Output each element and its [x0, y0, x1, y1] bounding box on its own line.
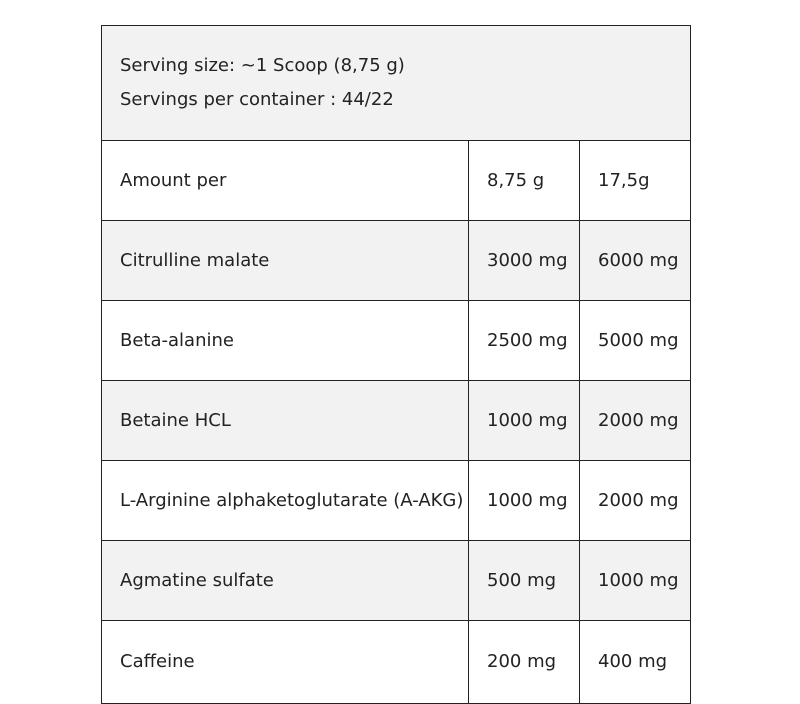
serving-info-row — [102, 26, 691, 141]
serving-info-cell — [102, 26, 691, 141]
nutrient-name: Betaine HCL — [102, 381, 469, 461]
nutrient-name: Beta-alanine — [102, 301, 469, 381]
amount-per-two-scoops: 2000 mg — [580, 381, 691, 461]
nutrient-name: Citrulline malate — [102, 221, 469, 301]
table-row — [102, 221, 691, 301]
amount-per-scoop: 3000 mg — [469, 221, 580, 301]
amount-per-two-scoops: 400 mg — [580, 621, 691, 704]
nutrient-name: Agmatine sulfate — [102, 541, 469, 621]
amount-per-two-scoops: 2000 mg — [580, 461, 691, 541]
table-row — [102, 301, 691, 381]
table-row — [102, 541, 691, 621]
amount-per-scoop: 8,75 g — [469, 141, 580, 221]
table-row — [102, 141, 691, 221]
table-row — [102, 381, 691, 461]
nutrient-name: Amount per — [102, 141, 469, 221]
table-row — [102, 461, 691, 541]
nutrient-name: Caffeine — [102, 621, 469, 704]
table-row — [102, 621, 691, 704]
servings-per-container-text: Servings per container : 44/22 — [120, 89, 394, 110]
amount-per-two-scoops: 17,5g — [580, 141, 691, 221]
amount-per-scoop: 200 mg — [469, 621, 580, 704]
amount-per-scoop: 1000 mg — [469, 461, 580, 541]
amount-per-two-scoops: 5000 mg — [580, 301, 691, 381]
amount-per-scoop: 500 mg — [469, 541, 580, 621]
serving-size-text: Serving size: ~1 Scoop (8,75 g) — [120, 55, 405, 76]
amount-per-two-scoops: 6000 mg — [580, 221, 691, 301]
amount-per-scoop: 1000 mg — [469, 381, 580, 461]
nutrition-facts-table — [101, 25, 691, 704]
nutrient-name: L-Arginine alphaketoglutarate (A-AKG) — [102, 461, 469, 541]
amount-per-scoop: 2500 mg — [469, 301, 580, 381]
amount-per-two-scoops: 1000 mg — [580, 541, 691, 621]
